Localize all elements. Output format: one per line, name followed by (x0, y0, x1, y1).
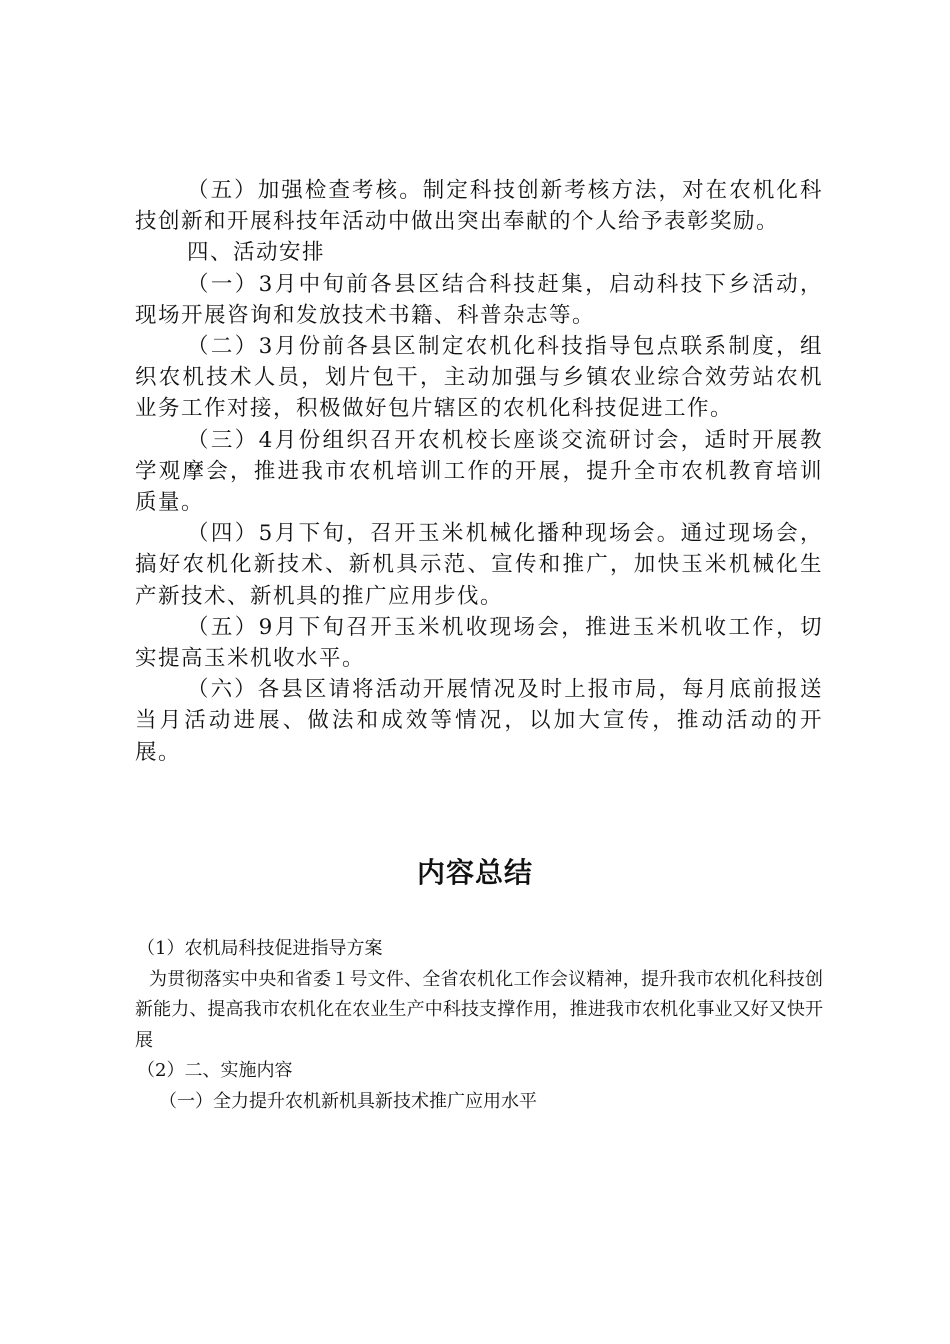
paragraph-item-3: （三）4月份组织召开农机校长座谈交流研讨会，适时开展教学观摩会，推进我市农机培训工作的开展，提升全市农机教育培训质量。 (135, 427, 823, 516)
paragraph-item-5: （五）9月下旬召开玉米机收现场会，推进玉米机收工作，切实提高玉米机收水平。 (135, 614, 823, 672)
paragraph-inspection: （五）加强检查考核。制定科技创新考核方法，对在农机化科技创新和开展科技年活动中做出突出奉献的个人给予表彰奖励。 (135, 178, 823, 235)
summary-item-2-subitem: （一）全力提升农机新机具新技术推广应用水平 (159, 1090, 537, 1112)
paragraph-item-4: （四）5月下旬，召开玉米机械化播种现场会。通过现场会，搞好农机化新技术、新机具示范、宣传和推广，加快玉米机械化生产新技术、新机具的推广应用步伐。 (135, 521, 823, 609)
summary-item-2-label: （2）二、实施内容 (137, 1060, 293, 1081)
paragraph-item-6: （六）各县区请将活动开展情况及时上报市局，每月底前报送当月活动进展、做法和成效等情况，以加大宣传，推动活动的开展。 (135, 677, 823, 765)
summary-title: 内容总结 (416, 856, 533, 889)
section-heading-activity-arrangement: 四、活动安排 (187, 240, 326, 266)
summary-item-1-text: 为贯彻落实中央和省委１号文件、全省农机化工作会议精神，提升我市农机化科技创新能力、提高我市农机化在农业生产中科技支撑作用，推进我市农机化事业又好又快开展 (135, 968, 823, 1051)
summary-section (135, 934, 823, 1117)
paragraph-item-1: （一）3月中旬前各县区结合科技赶集，启动科技下乡活动，现场开展咨询和发放技术书籍、科普杂志等。 (135, 271, 823, 328)
document-body (135, 175, 823, 768)
paragraph-item-2: （二）3月份前各县区制定农机化科技指导包点联系制度，组织农机技术人员，划片包干，主动加强与乡镇农业综合效劳站农机业务工作对接，积极做好包片辖区的农机化科技促进工作。 (135, 334, 823, 422)
summary-item-1-label: （1）农机局科技促进指导方案 (137, 938, 383, 959)
